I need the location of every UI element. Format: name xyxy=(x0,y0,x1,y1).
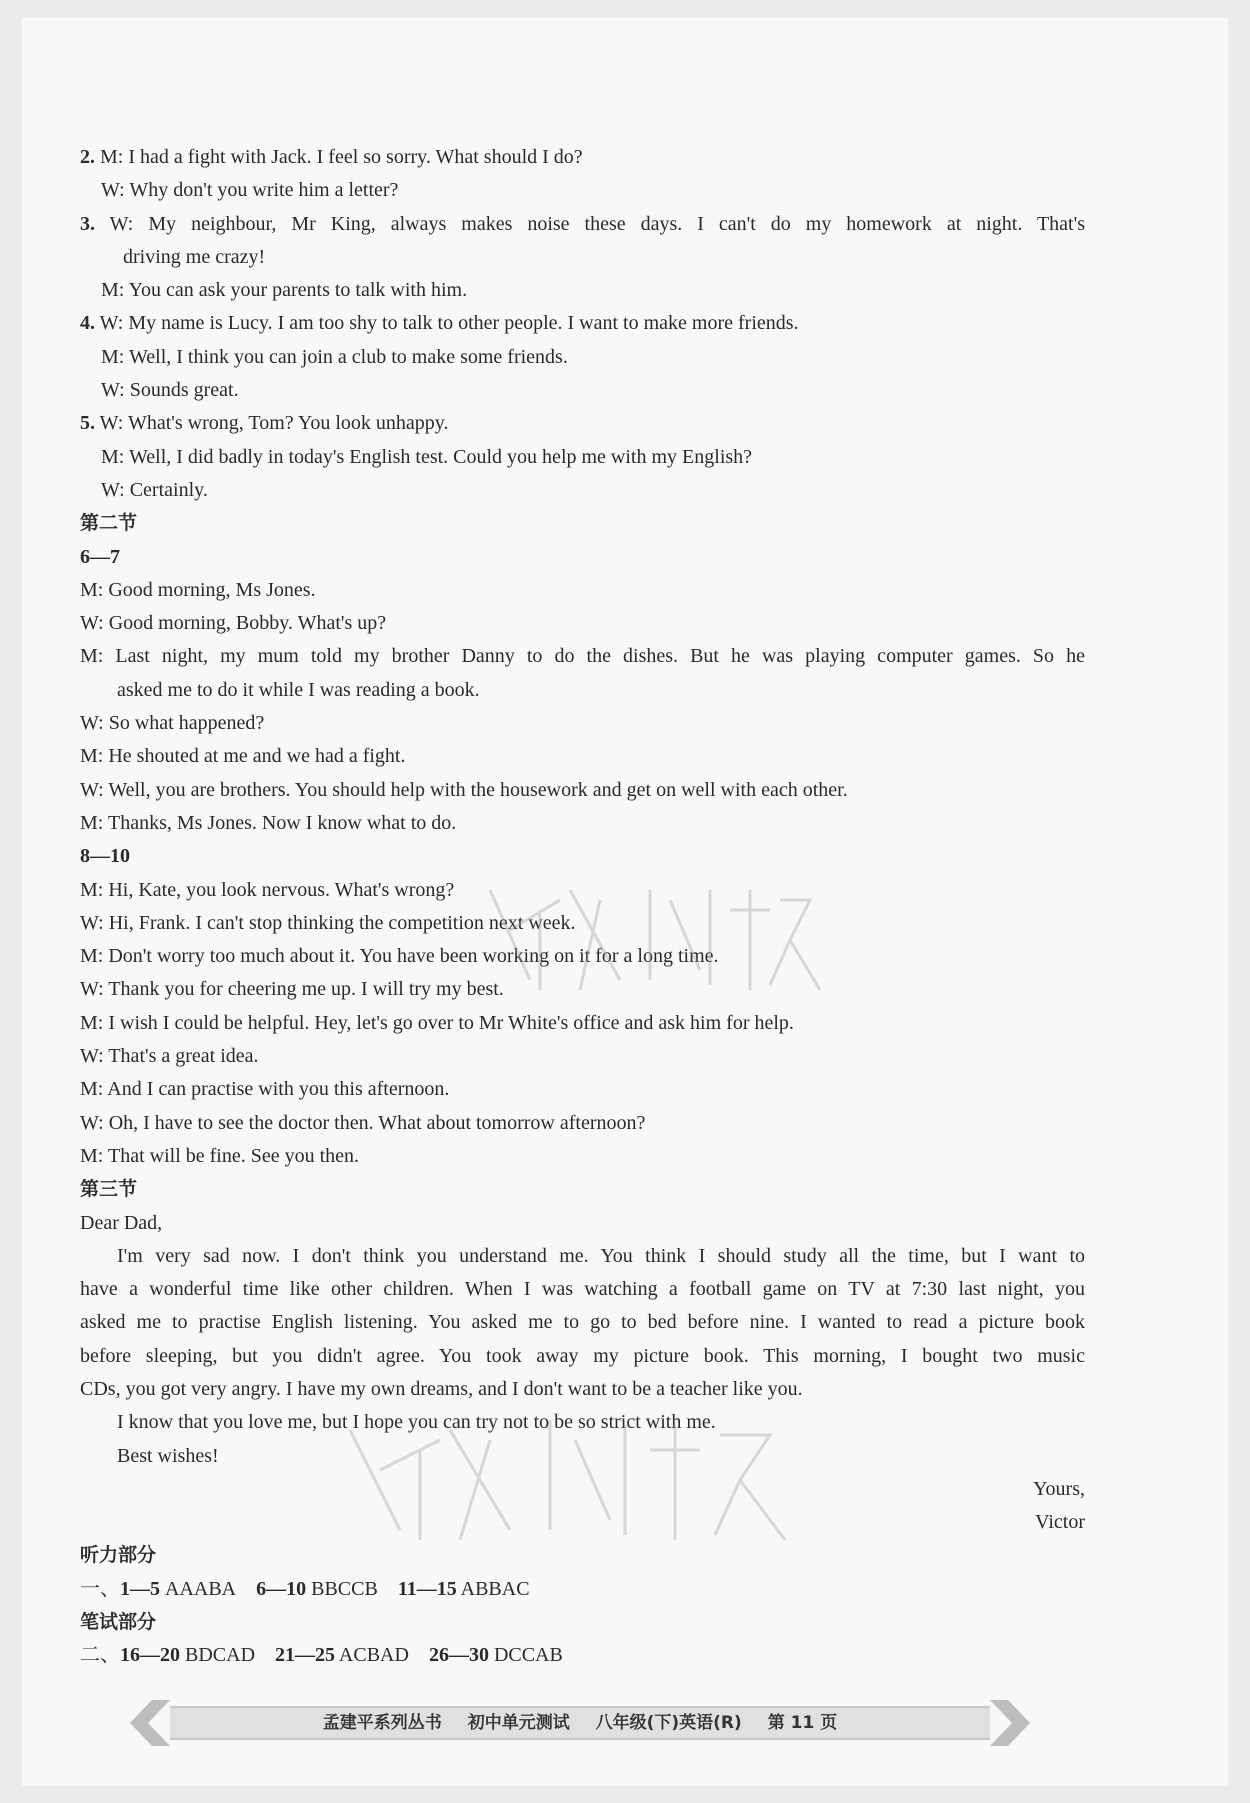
letter-closing: Best wishes! xyxy=(117,1444,219,1467)
footer-page-number: 第 11 页 xyxy=(767,1713,838,1733)
dialog-line: M: Don't worry too much about it. You have been working on it for a long time. xyxy=(80,945,719,968)
dialog-line: W: Why don't you write him a letter? xyxy=(101,179,399,202)
page-footer xyxy=(130,1700,1030,1746)
question-group-label: 8—10 xyxy=(80,845,130,868)
question-group-label: 6—7 xyxy=(80,545,120,568)
dialog-line: W: Certainly. xyxy=(101,478,208,501)
writing-answers-heading: 笔试部分 xyxy=(80,1611,157,1634)
footer-book: 初中单元测试 xyxy=(467,1713,570,1733)
letter-line: before sleeping, but you didn't agree. You took away my picture book. This morning, I bought two music xyxy=(80,1344,1085,1367)
dialog-line: M: That will be fine. See you then. xyxy=(80,1144,360,1167)
dialog-line: M: Well, I did badly in today's English test. Could you help me with my English? xyxy=(101,445,753,468)
dialog-line: asked me to do it while I was reading a book. xyxy=(117,678,480,701)
letter-line: I'm very sad now. I don't think you understand me. You think I should study all the time, but I want to xyxy=(117,1244,1085,1267)
letter-line: I know that you love me, but I hope you can try not to be so strict with me. xyxy=(117,1411,716,1434)
dialog-line: M: I wish I could be helpful. Hey, let's go over to Mr White's office and ask him for help. xyxy=(80,1011,794,1034)
dialog-line: W: Well, you are brothers. You should help with the housework and get on well with each other. xyxy=(80,778,848,801)
dialog-line: W: Good morning, Bobby. What's up? xyxy=(80,612,387,635)
letter-line: CDs, you got very angry. I have my own dreams, and I don't want to be a teacher like you. xyxy=(80,1377,803,1400)
dialog-line: 5. W: What's wrong, Tom? You look unhappy. xyxy=(80,412,449,435)
writing-answers: 二、16—20 BDCAD 21—25 ACBAD 26—30 DCCAB xyxy=(80,1644,563,1667)
dialog-line: M: Hi, Kate, you look nervous. What's wrong? xyxy=(80,878,455,901)
letter-line: asked me to practise English listening. You asked me to go to bed before nine. I wanted to read a picture book xyxy=(80,1311,1085,1334)
dialog-line: 3. W: My neighbour, Mr King, always makes noise these days. I can't do my homework at night. That's xyxy=(80,212,1085,235)
dialog-line: M: Good morning, Ms Jones. xyxy=(80,578,316,601)
dialog-line: M: He shouted at me and we had a fight. xyxy=(80,745,406,768)
section-heading: 第二节 xyxy=(80,512,138,535)
dialog-line: driving me crazy! xyxy=(123,245,266,268)
dialog-line: W: That's a great idea. xyxy=(80,1045,259,1068)
dialog-line: M: Thanks, Ms Jones. Now I know what to do. xyxy=(80,811,457,834)
watermark-stamp-icon xyxy=(330,1400,800,1550)
dialog-line: M: Well, I think you can join a club to make some friends. xyxy=(101,345,568,368)
footer-series: 孟建平系列丛书 xyxy=(322,1713,442,1733)
dialog-line: M: You can ask your parents to talk with him. xyxy=(101,279,468,302)
listening-answers-heading: 听力部分 xyxy=(80,1544,157,1567)
dialog-line: 2. M: I had a fight with Jack. I feel so sorry. What should I do? xyxy=(80,146,583,168)
dialog-line: W: Hi, Frank. I can't stop thinking the competition next week. xyxy=(80,911,576,934)
dialog-line: W: Sounds great. xyxy=(101,379,239,402)
dialog-line: M: And I can practise with you this afternoon. xyxy=(80,1078,450,1101)
letter-greeting: Dear Dad, xyxy=(80,1211,163,1234)
footer-grade: 八年级(下)英语(R) xyxy=(595,1713,742,1733)
letter-signature: Victor xyxy=(1035,1511,1085,1534)
dialog-line: W: Oh, I have to see the doctor then. What about tomorrow afternoon? xyxy=(80,1111,646,1134)
listening-answers: 一、1—5 AAABA 6—10 BBCCB 11—15 ABBAC xyxy=(80,1577,530,1600)
dialog-line: M: Last night, my mum told my brother Danny to do the dishes. But he was playing computer games. So he xyxy=(80,645,1085,668)
letter-sign-off: Yours, xyxy=(1033,1477,1085,1500)
section-heading: 第三节 xyxy=(80,1178,138,1201)
dialog-line: W: Thank you for cheering me up. I will try my best. xyxy=(80,978,504,1001)
footer-text xyxy=(130,1700,1030,1746)
dialog-line: 4. W: My name is Lucy. I am too shy to talk to other people. I want to make more friends. xyxy=(80,312,799,335)
letter-line: have a wonderful time like other children. When I was watching a football game on TV at 7:30 last night, you xyxy=(80,1278,1085,1301)
dialog-line: W: So what happened? xyxy=(80,712,265,735)
watermark-stamp-icon xyxy=(470,870,830,1000)
